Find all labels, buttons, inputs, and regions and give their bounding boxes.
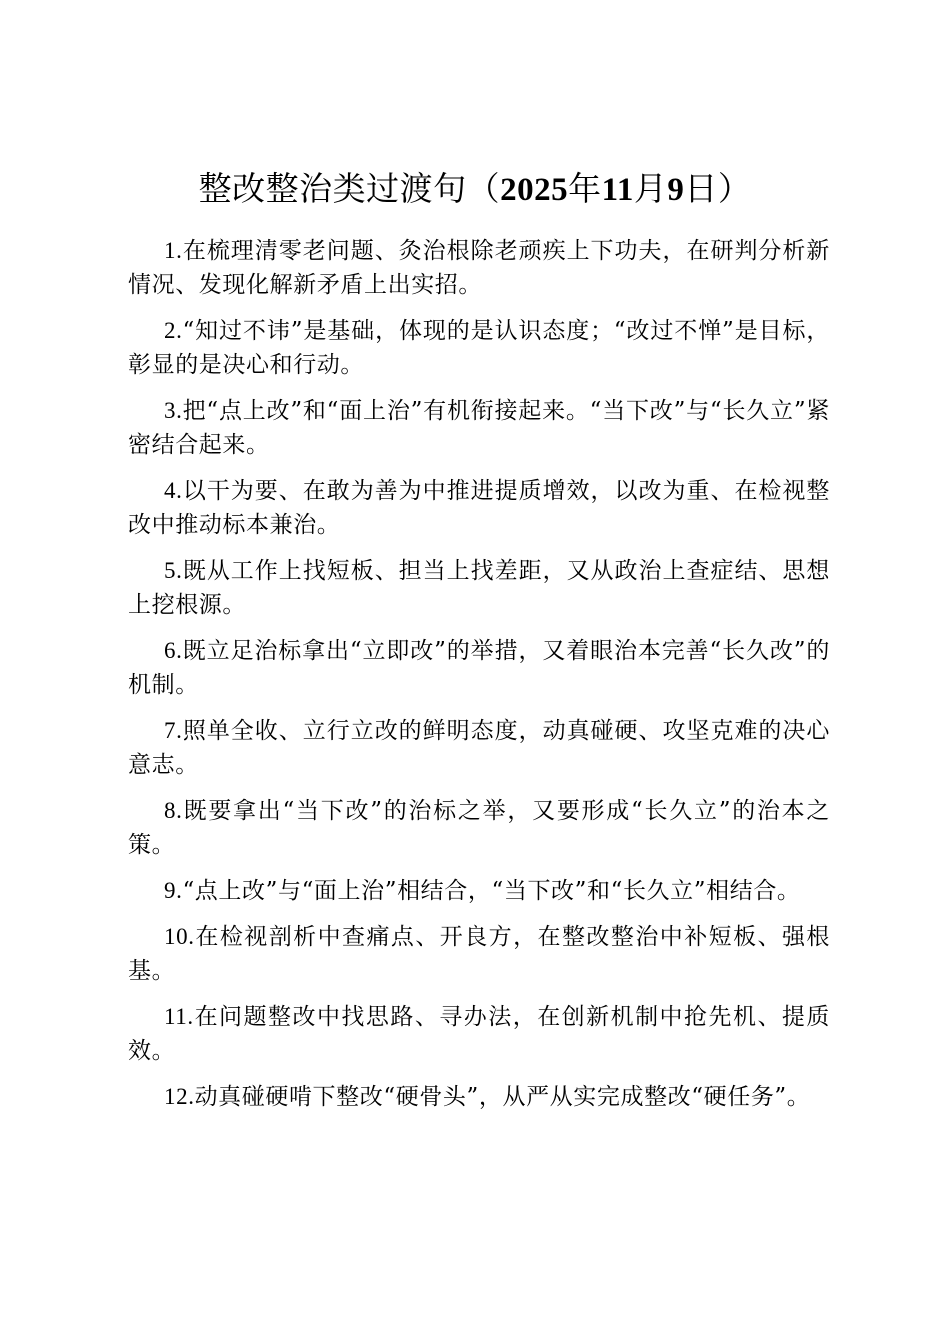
title-day: 9 (667, 172, 685, 208)
item-number: 3. (164, 398, 183, 423)
item-number: 4. (164, 478, 183, 503)
item-number: 10. (164, 924, 195, 949)
list-item (128, 874, 830, 908)
title-suffix: 日） (684, 169, 752, 208)
list-item (128, 920, 830, 988)
item-text: 既从工作上找短板、担当上找差距，又从政治上查症结、思想上挖根源。 (128, 558, 830, 618)
item-number: 2. (164, 318, 183, 343)
document-title (0, 166, 950, 213)
item-text: “点上改”与“面上治”相结合，“当下改”和“长久立”相结合。 (182, 878, 801, 904)
item-number: 11. (164, 1004, 194, 1029)
item-number: 12. (164, 1084, 195, 1109)
item-text: 既要拿出“当下改”的治标之举，又要形成“长久立”的治本之策。 (128, 798, 830, 858)
title-year: 2025 (500, 172, 569, 208)
item-number: 9. (164, 878, 183, 903)
item-text: 把“点上改”和“面上治”有机衔接起来。“当下改”与“长久立”紧密结合起来。 (128, 398, 830, 458)
item-text: 既立足治标拿出“立即改”的举措，又着眼治本完善“长久改”的机制。 (128, 638, 830, 698)
item-text: 在检视剖析中查痛点、开良方，在整改整治中补短板、强根基。 (128, 924, 830, 984)
item-text: 在梳理清零老问题、灸治根除老顽疾上下功夫，在研判分析新情况、发现化解新矛盾上出实招。 (128, 238, 830, 298)
item-text: 在问题整改中找思路、寻办法，在创新机制中抢先机、提质效。 (128, 1004, 830, 1064)
sentence-list (128, 234, 830, 1126)
list-item (128, 234, 830, 302)
item-text: 以干为要、在敢为善为中推进提质增效，以改为重、在检视整改中推动标本兼治。 (128, 478, 830, 538)
list-item (128, 634, 830, 702)
list-item (128, 394, 830, 462)
item-text: 照单全收、立行立改的鲜明态度，动真碰硬、攻坚克难的决心意志。 (128, 718, 830, 778)
list-item (128, 1000, 830, 1068)
list-item (128, 474, 830, 542)
list-item (128, 714, 830, 782)
item-number: 7. (164, 718, 183, 743)
title-month-unit: 月 (633, 169, 668, 208)
item-text: “知过不讳”是基础，体现的是认识态度；“改过不惮”是目标，彰显的是决心和行动。 (128, 318, 830, 378)
list-item (128, 314, 830, 382)
list-item (128, 554, 830, 622)
list-item (128, 1080, 830, 1114)
title-prefix: 整改整治类过渡句（ (198, 169, 501, 208)
item-number: 6. (164, 638, 183, 663)
title-month: 11 (601, 172, 634, 208)
list-item (128, 794, 830, 862)
item-number: 8. (164, 798, 183, 823)
item-number: 1. (164, 238, 183, 263)
title-year-unit: 年 (568, 169, 602, 208)
item-number: 5. (164, 558, 183, 583)
item-text: 动真碰硬啃下整改“硬骨头”，从严从实完成整改“硬任务”。 (194, 1084, 811, 1110)
